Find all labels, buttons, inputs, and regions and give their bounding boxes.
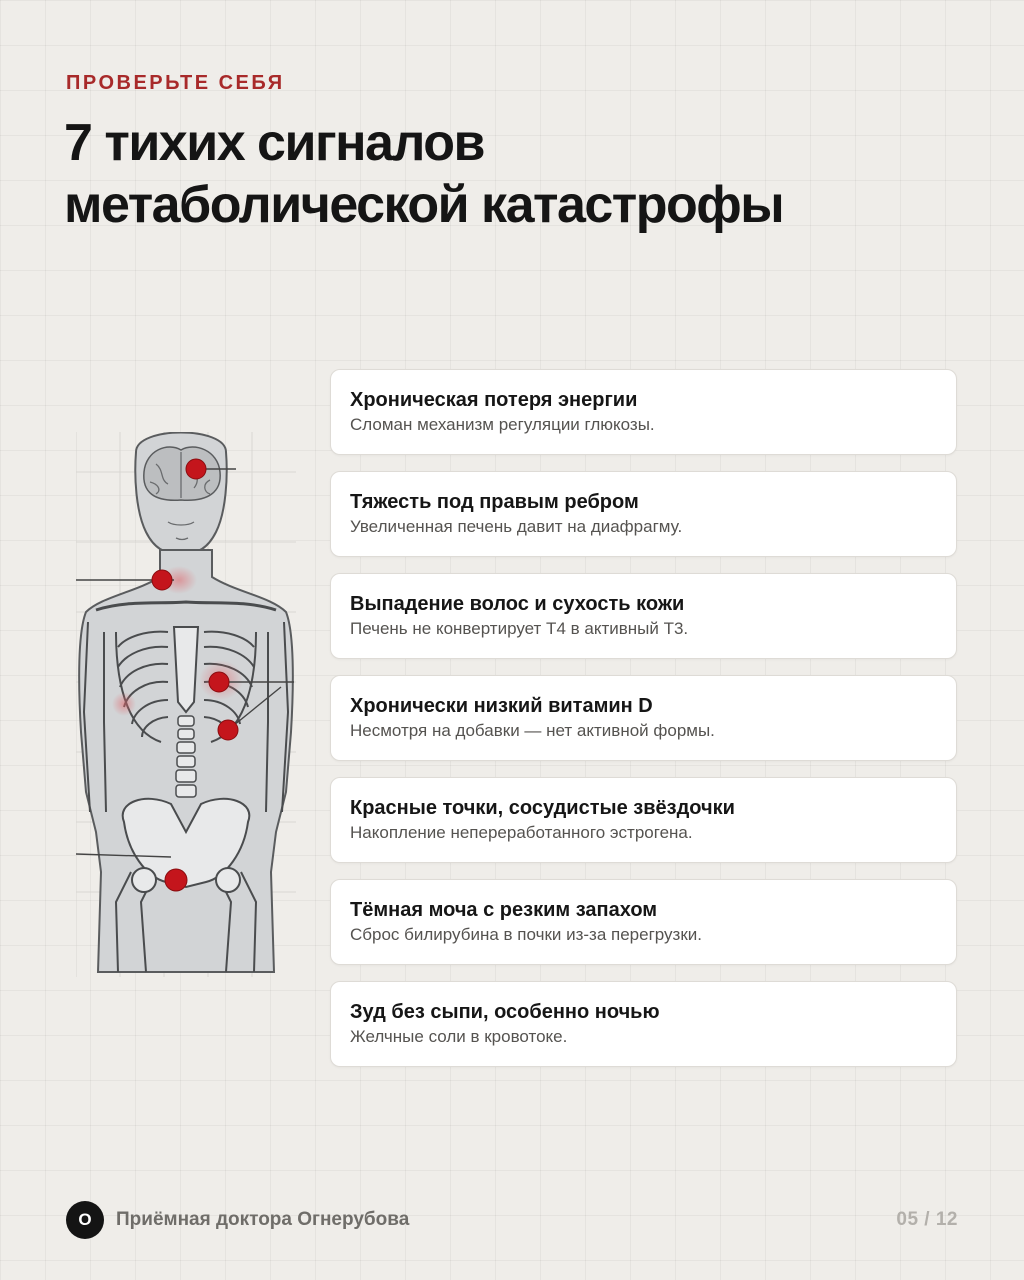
signal-title: Зуд без сыпи, особенно ночью (350, 1001, 660, 1023)
clinic-logo: О (66, 1201, 104, 1239)
signal-description: Сброс билирубина в почки из-за перегрузки. (350, 925, 703, 944)
signal-card-3 (330, 573, 957, 659)
signal-title: Выпадение волос и сухость кожи (350, 593, 685, 615)
signal-description: Несмотря на добавки — нет активной формы. (350, 721, 715, 740)
marker-pelvis (165, 869, 187, 891)
marker-liver-lower (218, 720, 238, 740)
signal-title: Хронически низкий витамин D (350, 695, 653, 717)
signal-card-4 (330, 675, 957, 761)
signal-description: Сломан механизм регуляции глюкозы. (350, 415, 655, 434)
signal-title: Хроническая потеря энергии (350, 389, 638, 411)
signal-description: Желчные соли в кровотоке. (350, 1027, 568, 1046)
signal-description: Увеличенная печень давит на диафрагму. (350, 517, 683, 536)
signal-title: Тяжесть под правым ребром (350, 491, 639, 513)
signal-card-2 (330, 471, 957, 557)
signal-card-7 (330, 981, 957, 1067)
page-title (64, 112, 964, 236)
page-indicator: 05 / 12 (896, 1209, 958, 1230)
title-line-2: метаболической катастрофы (64, 176, 784, 234)
signal-description: Накопление непереработанного эстрогена. (350, 823, 693, 842)
title-line-1: 7 тихих сигналов (64, 114, 485, 172)
signal-title: Тёмная моча с резким запахом (350, 899, 658, 921)
clinic-name: Приёмная доктора Огнерубова (116, 1209, 410, 1230)
marker-liver-upper (209, 672, 229, 692)
eyebrow-label: ПРОВЕРЬТЕ СЕБЯ (66, 72, 285, 94)
signal-description: Печень не конвертирует Т4 в активный Т3. (350, 619, 689, 638)
signal-card-6 (330, 879, 957, 965)
signal-title: Красные точки, сосудистые звёздочки (350, 797, 735, 819)
marker-thyroid (152, 570, 172, 590)
signal-card-1 (330, 369, 957, 455)
signal-list (330, 369, 957, 1083)
signal-card-5 (330, 777, 957, 863)
anatomy-illustration (76, 432, 296, 977)
marker-brain (186, 459, 206, 479)
